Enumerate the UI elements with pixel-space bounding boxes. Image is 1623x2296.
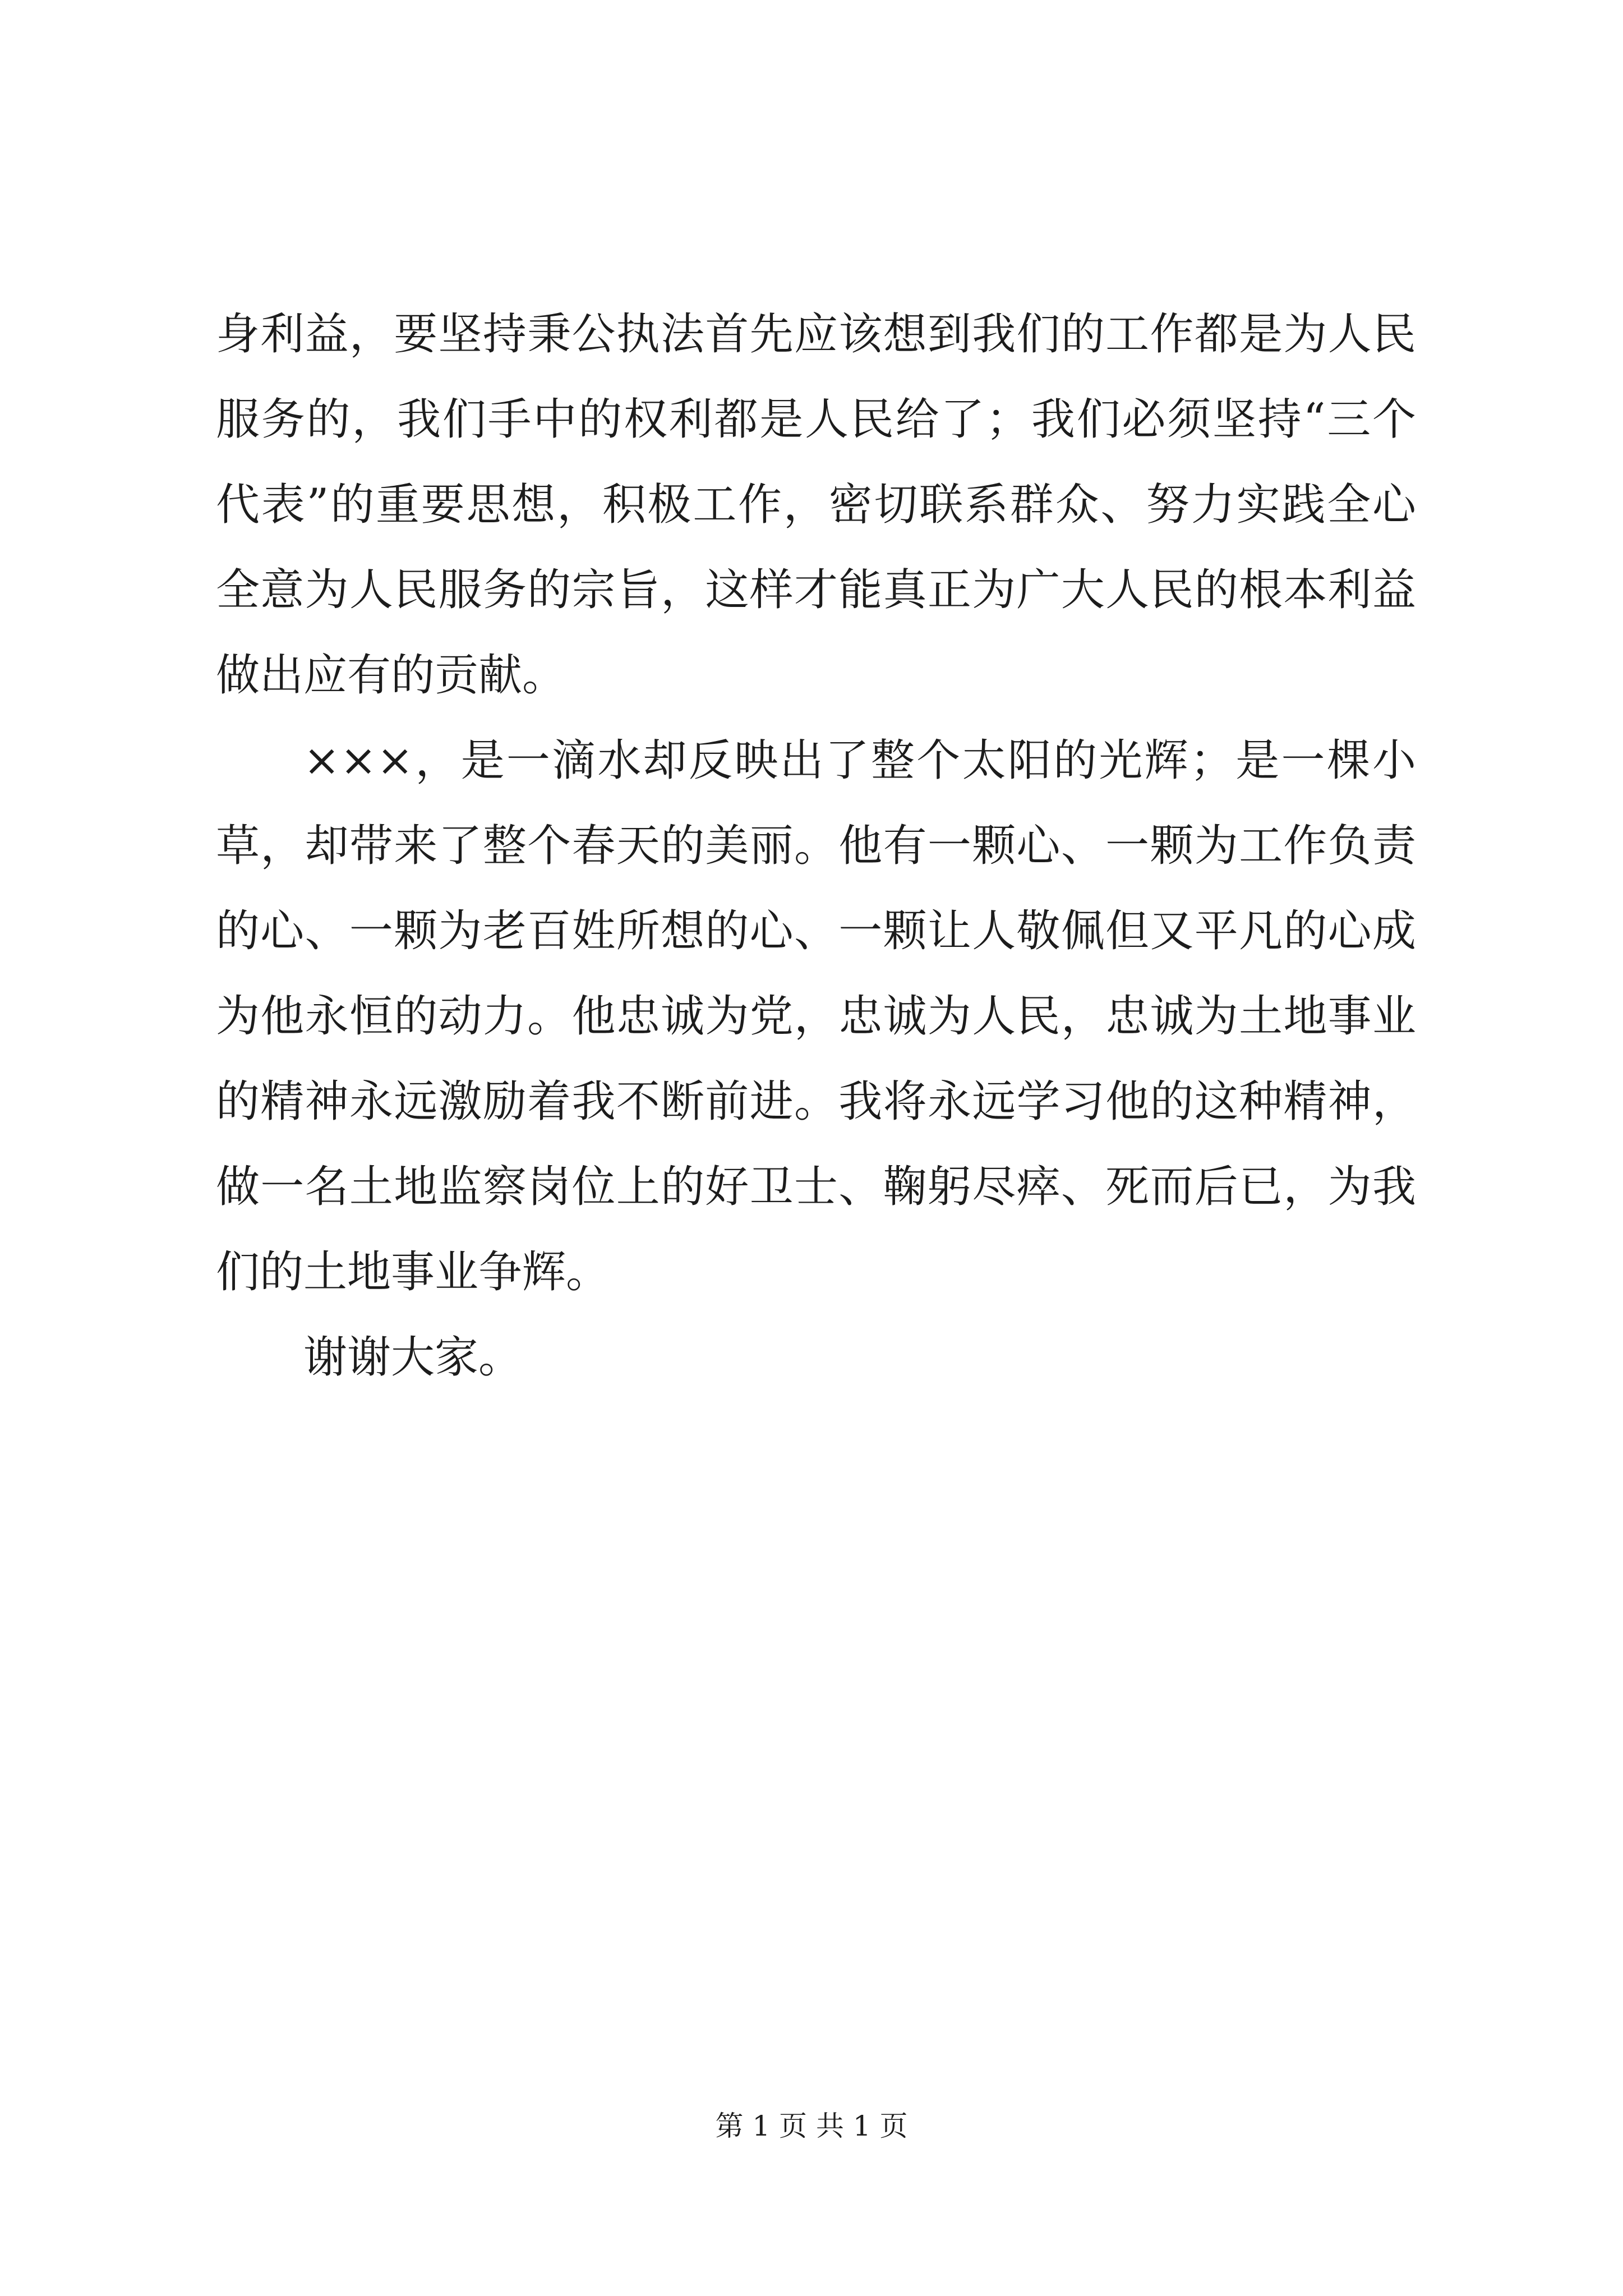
page-footer: 第 1 页 共 1 页 bbox=[715, 2110, 908, 2142]
paragraph-continuation: 身利益，要坚持秉公执法首先应该想到我们的工作都是为人民服务的，我们手中的权利都是人民给了；我们必须坚持“三个代表”的重要思想，积极工作，密切联系群众、努力实践全心全意为人民服务的宗旨，这样才能真正为广大人民的根本利益做出应有的贡献。 bbox=[216, 309, 1416, 701]
paragraph-tribute: ×××，是一滴水却反映出了整个太阳的光辉；是一棵小草，却带来了整个春天的美丽。他有一颗心、一颗为工作负责的心、一颗为老百姓所想的心、一颗让人敬佩但又平凡的心成为他永恒的动力。他忠诚为党，忠诚为人民，忠诚为土地事业的精神永远激励着我不断前进。我将永远学习他的这种精神，做一名土地监察岗位上的好卫士、鞠躬尽瘁、死而后已，为我们的土地事业争辉。 bbox=[216, 735, 1416, 1297]
document-body bbox=[216, 292, 1416, 1400]
paragraph-closing: 谢谢大家。 bbox=[303, 1332, 523, 1383]
